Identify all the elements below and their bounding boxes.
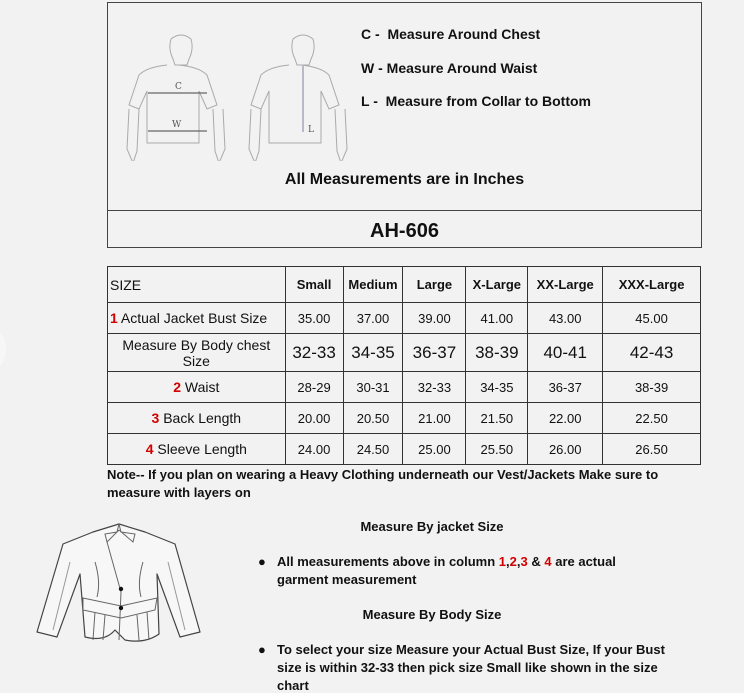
bullet-icon: ● [258, 642, 266, 657]
cell: 40-41 [528, 334, 603, 372]
measurement-legend [361, 26, 591, 127]
row-label-text: Actual Jacket Bust Size [120, 310, 268, 326]
cell: 36-37 [403, 334, 466, 372]
carousel-prev-button[interactable] [0, 326, 6, 372]
cell: 20.50 [343, 403, 403, 434]
row-label-text: Waist [184, 379, 220, 395]
bullet-text: are actual garment measurement [277, 554, 616, 587]
waist-label: W [172, 120, 182, 130]
separator: & [527, 554, 545, 569]
row-label [108, 303, 286, 334]
table-row-bust [108, 303, 701, 334]
header-large: Large [403, 267, 466, 303]
cell: 22.00 [528, 403, 603, 434]
header-xx-large: XX-Large [528, 267, 603, 303]
length-label: L [308, 125, 314, 135]
cell: 38-39 [603, 372, 701, 403]
units-note: All Measurements are in Inches [284, 171, 525, 188]
body-size-bullet [258, 641, 668, 695]
cell: 24.00 [285, 434, 343, 465]
layering-note: Note-- If you plan on wearing a Heavy Clothing underneath our Vest/Jackets Make sure to measure with layers on [107, 467, 659, 500]
row-label [108, 403, 286, 434]
header-xxx-large: XXX-Large [603, 267, 701, 303]
header-small: Small [285, 267, 343, 303]
row-label-text: Back Length [163, 410, 242, 426]
cell: 45.00 [603, 303, 701, 334]
table-row-waist [108, 372, 701, 403]
cell: 42-43 [603, 334, 701, 372]
header-medium: Medium [343, 267, 403, 303]
table-row-sleeve-length [108, 434, 701, 465]
jacket-illustration [35, 522, 205, 652]
jacket-size-bullet [258, 553, 668, 589]
column-number: 2 [509, 554, 517, 569]
legend-text: Measure from Collar to Bottom [385, 93, 592, 109]
cell: 26.50 [603, 434, 701, 465]
separator: , [506, 554, 510, 569]
cell: 20.00 [285, 403, 343, 434]
cell: 25.00 [403, 434, 466, 465]
jacket-button [119, 587, 123, 591]
cell: 21.00 [403, 403, 466, 434]
legend-key: C [361, 26, 372, 42]
cell: 25.50 [466, 434, 528, 465]
cell: 41.00 [466, 303, 528, 334]
measurement-guide-box [107, 2, 702, 248]
front-body-figure [126, 31, 236, 161]
header-size: SIZE [108, 267, 286, 303]
legend-sep: - [371, 26, 388, 42]
column-number: 1 [498, 554, 507, 569]
cell: 38-39 [466, 334, 528, 372]
row-label: Measure By Body chest Size [108, 334, 286, 372]
legend-item-chest [361, 26, 591, 60]
cell: 43.00 [528, 303, 603, 334]
body-size-heading: Measure By Body Size [362, 607, 502, 622]
cell: 32-33 [403, 372, 466, 403]
chest-label: C [175, 82, 182, 92]
legend-sep: - [374, 59, 387, 76]
cell: 30-31 [343, 372, 403, 403]
legend-sep: - [369, 93, 386, 109]
column-number: 3 [520, 554, 528, 569]
cell: 34-35 [466, 372, 528, 403]
legend-text: Measure Around Waist [386, 59, 538, 76]
legend-key: L [361, 93, 370, 109]
row-number: 4 [145, 441, 154, 457]
legend-text: Measure Around Chest [387, 26, 541, 42]
legend-key: W [361, 59, 375, 76]
row-number: 3 [151, 410, 160, 426]
measuring-instructions [258, 518, 668, 695]
header-x-large: X-Large [466, 267, 528, 303]
cell: 21.50 [466, 403, 528, 434]
cell: 39.00 [403, 303, 466, 334]
cell: 26.00 [528, 434, 603, 465]
size-chart-table [107, 266, 701, 465]
cell: 24.50 [343, 434, 403, 465]
table-header-row [108, 267, 701, 303]
table-row-back-length [108, 403, 701, 434]
model-number: AH-606 [108, 210, 701, 248]
legend-item-length [361, 93, 591, 127]
jacket-button [119, 606, 123, 610]
legend-item-waist [361, 60, 591, 94]
back-body-figure [248, 31, 358, 161]
row-label [108, 372, 286, 403]
cell: 36-37 [528, 372, 603, 403]
row-label [108, 434, 286, 465]
cell: 28-29 [285, 372, 343, 403]
row-number: 2 [173, 379, 181, 395]
bullet-text: All measurements above in column [277, 554, 499, 569]
separator: , [516, 554, 521, 569]
cell: 34-35 [343, 334, 403, 372]
cell: 37.00 [343, 303, 403, 334]
row-number: 1 [110, 310, 118, 326]
jacket-size-heading: Measure By jacket Size [360, 519, 504, 534]
table-row-body-chest [108, 334, 701, 372]
cell: 32-33 [285, 334, 343, 372]
bullet-icon: ● [258, 554, 266, 569]
cell: 35.00 [285, 303, 343, 334]
bullet-text: To select your size Measure your Actual Bust Size, If your Bust size is within 32-33 then pick size Small like shown in the size chart [277, 642, 665, 693]
cell: 22.50 [603, 403, 701, 434]
page-bottom-edge [0, 693, 744, 699]
row-label-text: Sleeve Length [157, 441, 247, 457]
column-number: 4 [544, 554, 552, 569]
